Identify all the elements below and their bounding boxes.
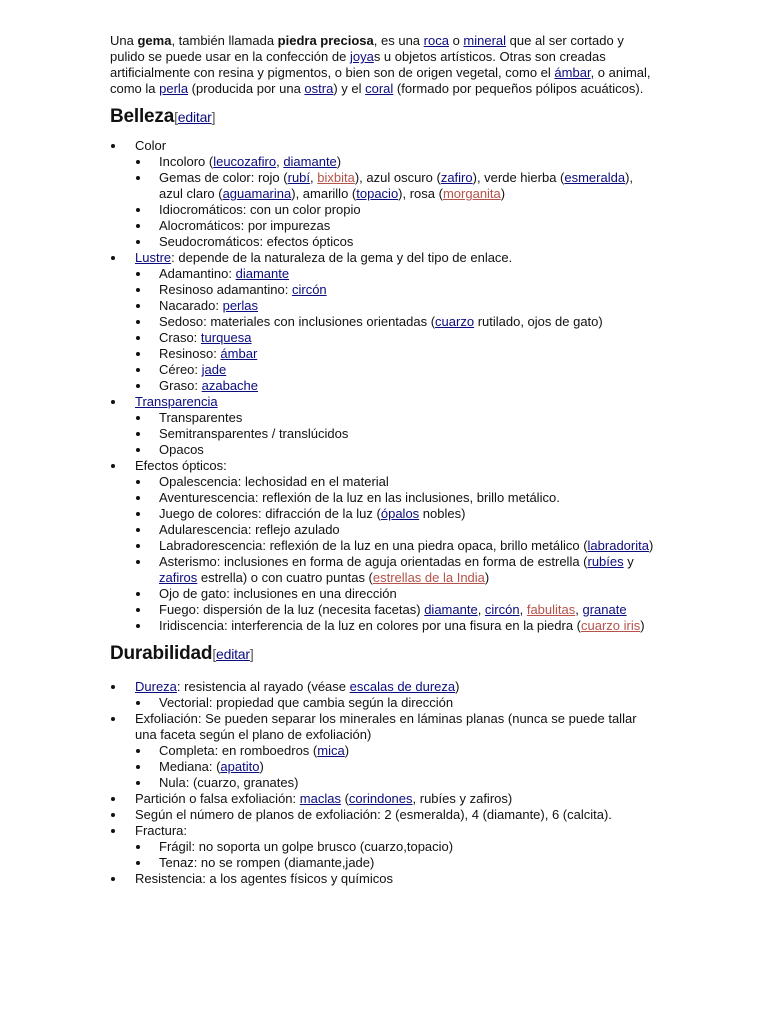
list-item: Opalescencia: lechosidad en el material <box>135 474 658 490</box>
text: Asterismo: inclusiones en forma de aguja orientadas en forma de estrella ( <box>159 554 588 569</box>
heading-belleza <box>110 106 658 128</box>
fractura-sublist <box>135 839 658 871</box>
text: Exfoliación: Se pueden separar los minerales en láminas planas (nunca se puede tallar una faceta según el plano de exfoliación) <box>135 711 637 742</box>
link-perla[interactable]: perla <box>159 81 189 96</box>
list-item <box>135 538 658 554</box>
link-diamante[interactable]: diamante <box>283 154 337 169</box>
list-item-exfoliacion <box>110 711 658 791</box>
text: ), verde hierba ( <box>472 170 565 185</box>
link-diamante[interactable]: diamante <box>235 266 290 281</box>
link-corindones[interactable]: corindones <box>348 791 413 806</box>
text: ( <box>340 791 349 806</box>
text: Adamantino: <box>159 266 236 281</box>
list-item-dureza <box>110 679 658 711</box>
list-item: Semitransparentes / translúcidos <box>135 426 658 442</box>
list-item: Vectorial: propiedad que cambia según la dirección <box>135 695 658 711</box>
text: s u objetos artísticos. Otras son creadas artificialmente con resina y pigmentos, o bien son de origen vegetal, como el <box>110 49 606 80</box>
text: , o animal, como la <box>110 65 651 96</box>
link-jade[interactable]: jade <box>201 362 227 377</box>
text: Sedoso: materiales con inclusiones orientadas ( <box>159 314 436 329</box>
link-maclas[interactable]: maclas <box>299 791 341 806</box>
link-opalos[interactable]: ópalos <box>380 506 420 521</box>
belleza-list <box>110 138 658 634</box>
list-item <box>135 743 658 759</box>
text: Fractura: <box>135 823 188 838</box>
text: , <box>276 154 284 169</box>
text: , <box>477 602 485 617</box>
list-item <box>135 759 658 775</box>
text: , <box>310 170 318 185</box>
text: ) <box>336 154 342 169</box>
text: Juego de colores: difracción de la luz ( <box>159 506 381 521</box>
link-circon[interactable]: circón <box>484 602 520 617</box>
text: Fuego: dispersión de la luz (necesita facetas) <box>159 602 425 617</box>
link-roca[interactable]: roca <box>423 33 449 48</box>
link-circon[interactable]: circón <box>291 282 327 297</box>
link-cuarzo-iris[interactable]: cuarzo iris <box>581 618 641 633</box>
text: Craso: <box>159 330 201 345</box>
text: Mediana: ( <box>159 759 221 774</box>
text: y <box>623 554 634 569</box>
link-mica[interactable]: mica <box>317 743 345 758</box>
term-piedra-preciosa: piedra preciosa <box>277 33 374 48</box>
list-item <box>135 266 658 282</box>
text: ) <box>500 186 506 201</box>
color-sublist <box>135 154 658 250</box>
text: nobles) <box>419 506 466 521</box>
list-item <box>135 602 658 618</box>
link-azabache[interactable]: azabache <box>201 378 259 393</box>
link-mineral[interactable]: mineral <box>463 33 507 48</box>
list-item <box>135 378 658 394</box>
list-item-particion <box>110 791 658 807</box>
term-gema: gema <box>137 33 172 48</box>
link-estrellas-de-la-india[interactable]: estrellas de la India <box>372 570 485 585</box>
text: ) <box>484 570 490 585</box>
text: Céreo: <box>159 362 202 377</box>
list-item: Aventurescencia: reflexión de la luz en las inclusiones, brillo metálico. <box>135 490 658 506</box>
link-transparencia[interactable]: Transparencia <box>135 394 218 409</box>
list-item: Tenaz: no se rompen (diamante,jade) <box>135 855 658 871</box>
link-rubi[interactable]: rubí <box>287 170 311 185</box>
text: Completa: en romboedros ( <box>159 743 318 758</box>
list-item-resistencia: Resistencia: a los agentes físicos y químicos <box>110 871 658 887</box>
link-zafiro[interactable]: zafiro <box>440 170 473 185</box>
edit-link-durabilidad[interactable]: editar <box>216 646 250 662</box>
list-item-fractura <box>110 823 658 871</box>
list-item <box>135 554 658 586</box>
text: Resinoso: <box>159 346 221 361</box>
list-item <box>135 298 658 314</box>
text: ), rosa ( <box>398 186 443 201</box>
text: Iridiscencia: interferencia de la luz en colores por una fisura en la piedra ( <box>159 618 582 633</box>
list-item-color <box>110 138 658 250</box>
list-item-transparencia <box>110 394 658 458</box>
list-item: Idiocromáticos: con un color propio <box>135 202 658 218</box>
text: ), amarillo ( <box>291 186 357 201</box>
text: , rubíes y zafiros) <box>412 791 513 806</box>
bracket: [ <box>174 109 178 125</box>
link-ambar[interactable]: ámbar <box>220 346 258 361</box>
link-ambar[interactable]: ámbar <box>554 65 591 80</box>
bracket: ] <box>249 646 254 662</box>
text: : depende de la naturaleza de la gema y del tipo de enlace. <box>171 250 513 265</box>
link-lustre[interactable]: Lustre <box>135 250 172 265</box>
list-item: Nula: (cuarzo, granates) <box>135 775 658 791</box>
list-item <box>135 282 658 298</box>
item-label: Efectos ópticos: <box>135 458 227 473</box>
text: Graso: <box>159 378 202 393</box>
edit-link-belleza[interactable]: editar <box>177 109 212 125</box>
list-item <box>135 314 658 330</box>
link-rubies[interactable]: rubíes <box>587 554 624 569</box>
link-granate[interactable]: granate <box>582 602 627 617</box>
text: ), azul oscuro ( <box>354 170 441 185</box>
text: Una <box>110 33 138 48</box>
heading-text: Durabilidad <box>110 643 213 664</box>
link-joya[interactable]: joya <box>349 49 374 64</box>
link-zafiros[interactable]: zafiros <box>159 570 198 585</box>
link-leucozafiro[interactable]: leucozafiro <box>213 154 277 169</box>
lustre-sublist <box>135 266 658 394</box>
text: (formado por pequeños pólipos acuáticos). <box>393 81 644 96</box>
text: ) <box>259 759 264 774</box>
heading-text: Belleza <box>110 106 175 127</box>
list-item: Opacos <box>135 442 658 458</box>
list-item <box>135 362 658 378</box>
link-apatito[interactable]: apatito <box>220 759 260 774</box>
link-diamante[interactable]: diamante <box>424 602 478 617</box>
text: (producida por una <box>188 81 305 96</box>
intro-paragraph <box>110 33 658 97</box>
text: que al ser cortado y pulido se puede usar en la confección de <box>110 33 624 64</box>
item-label: Color <box>135 138 167 153</box>
bracket: ] <box>211 109 216 125</box>
list-item <box>135 618 658 634</box>
text: , es una <box>373 33 424 48</box>
text: , también llamada <box>171 33 278 48</box>
list-item: Transparentes <box>135 410 658 426</box>
text: o <box>448 33 464 48</box>
text: ) y el <box>333 81 366 96</box>
text: Gemas de color: rojo ( <box>159 170 288 185</box>
list-item: Seudocromáticos: efectos ópticos <box>135 234 658 250</box>
list-item-segun: Según el número de planos de exfoliación: 2 (esmeralda), 4 (diamante), 6 (calcita). <box>110 807 658 823</box>
link-dureza[interactable]: Dureza <box>135 679 177 694</box>
bracket: [ <box>212 646 217 662</box>
link-topacio[interactable]: topacio <box>356 186 399 201</box>
text: Nacarado: <box>159 298 223 313</box>
text: ), azul claro ( <box>159 170 634 201</box>
text: ) <box>648 538 654 553</box>
list-item <box>135 170 658 202</box>
heading-durabilidad <box>110 643 658 665</box>
link-aguamarina[interactable]: aguamarina <box>222 186 292 201</box>
link-cuarzo[interactable]: cuarzo <box>435 314 475 329</box>
text: ) <box>640 618 645 633</box>
link-escalas-de-dureza[interactable]: escalas de dureza <box>349 679 456 694</box>
text: estrella) o con cuatro puntas ( <box>197 570 373 585</box>
link-morganita[interactable]: morganita <box>442 186 501 201</box>
durabilidad-list <box>110 679 658 887</box>
dureza-sublist <box>135 695 658 711</box>
text: , <box>575 602 583 617</box>
text: : resistencia al rayado (véase <box>176 679 350 694</box>
list-item-efectos <box>110 458 658 634</box>
link-bixbita[interactable]: bixbita <box>317 170 355 185</box>
text: , <box>519 602 527 617</box>
list-item-lustre <box>110 250 658 394</box>
list-item: Alocromáticos: por impurezas <box>135 218 658 234</box>
list-item <box>135 154 658 170</box>
list-item <box>135 330 658 346</box>
text: Partición o falsa exfoliación: <box>135 791 300 806</box>
link-fabulitas[interactable]: fabulitas <box>526 602 576 617</box>
text: Resinoso adamantino: <box>159 282 292 297</box>
text: Labradorescencia: reflexión de la luz en una piedra opaca, brillo metálico ( <box>159 538 588 553</box>
list-item: Adularescencia: reflejo azulado <box>135 522 658 538</box>
link-perlas[interactable]: perlas <box>222 298 259 313</box>
list-item: Frágil: no soporta un golpe brusco (cuarzo,topacio) <box>135 839 658 855</box>
text: rutilado, ojos de gato) <box>474 314 603 329</box>
efectos-sublist <box>135 474 658 634</box>
list-item: Ojo de gato: inclusiones en una dirección <box>135 586 658 602</box>
link-coral[interactable]: coral <box>365 81 394 96</box>
link-esmeralda[interactable]: esmeralda <box>564 170 626 185</box>
link-turquesa[interactable]: turquesa <box>200 330 252 345</box>
list-item <box>135 506 658 522</box>
link-ostra[interactable]: ostra <box>304 81 334 96</box>
list-item <box>135 346 658 362</box>
text: ) <box>344 743 350 758</box>
transparencia-sublist <box>135 410 658 458</box>
text: ) <box>455 679 460 694</box>
exfoliacion-sublist <box>135 743 658 791</box>
link-labradorita[interactable]: labradorita <box>587 538 649 553</box>
text: Incoloro ( <box>159 154 214 169</box>
